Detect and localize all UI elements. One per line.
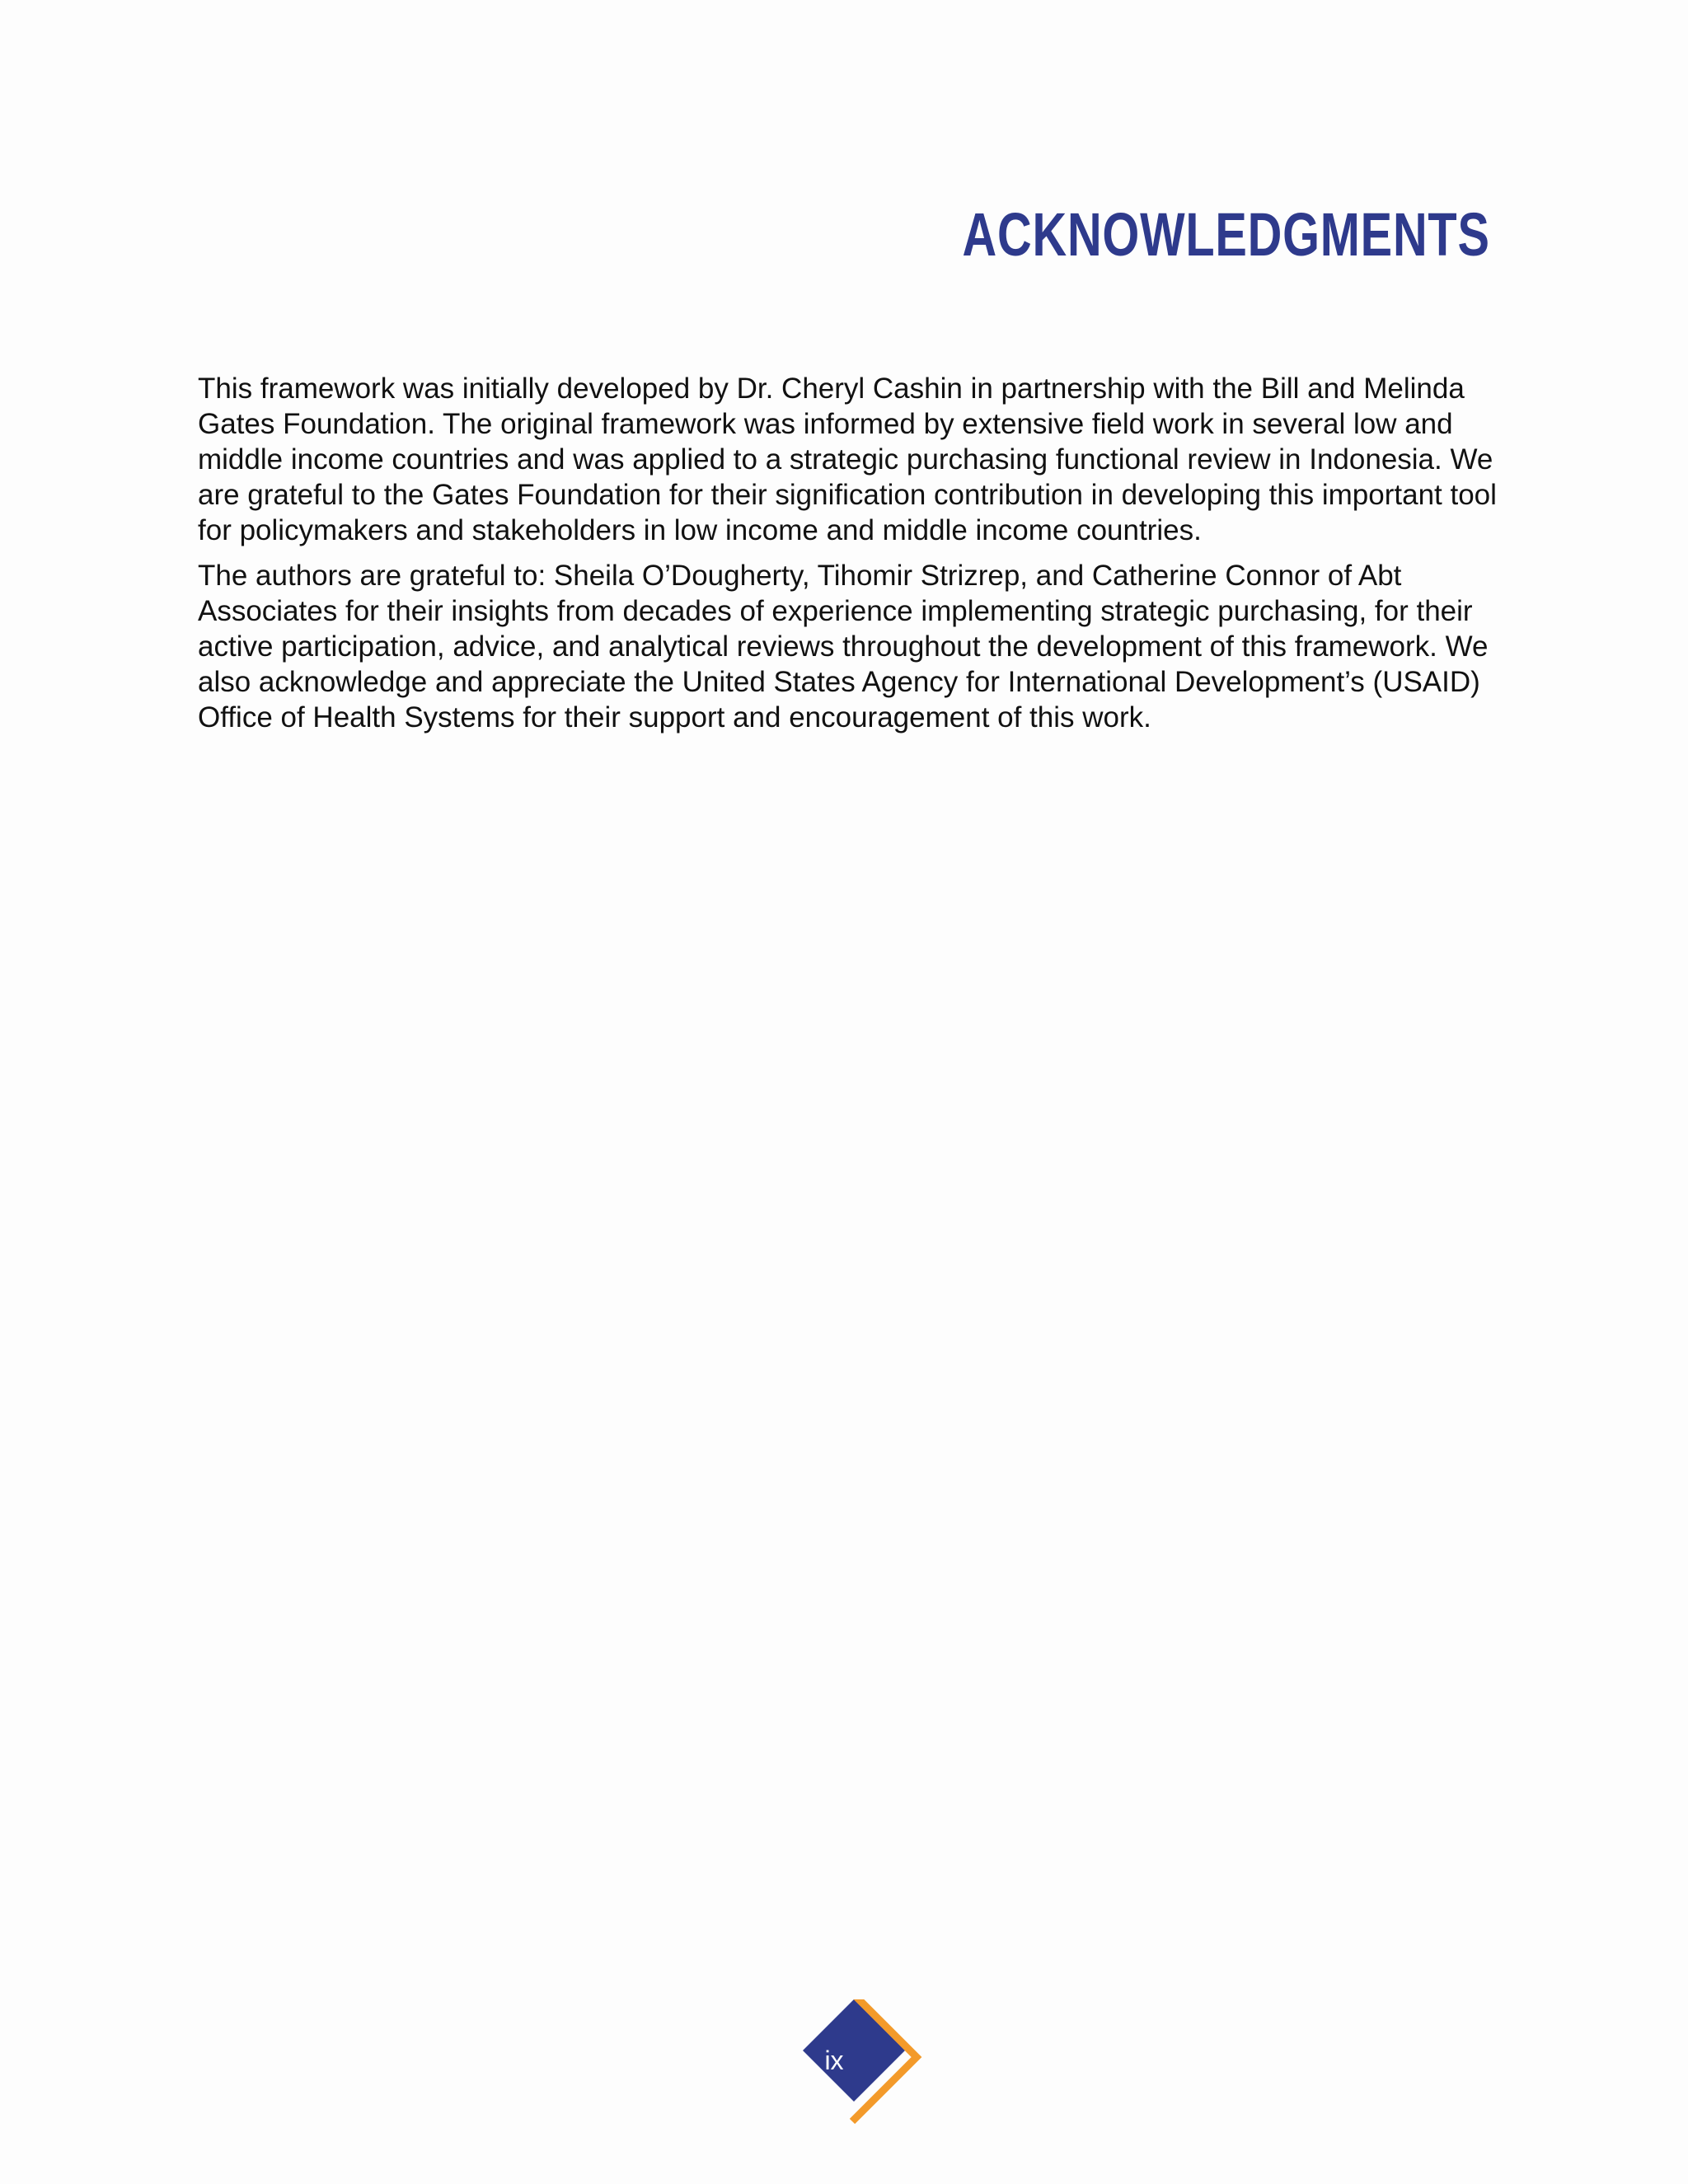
page-number-marker [795,1999,926,2131]
paragraph-1: This framework was initially developed by Dr. Cheryl Cashin in partnership with the Bill and Melinda Gates Foundation. The original framework was informed by extensive field work in several low and middle income countries and was applied to a strategic purchasing functional review in Indonesia. We are grateful to the Gates Foundation for their signification contribution in developing this important tool for policymakers and stakeholders in low income and middle income countries. [198,373,1497,546]
page-number: ix [824,2046,844,2075]
acknowledgments-body [198,371,1500,745]
paragraph-2: The authors are grateful to: Sheila O’Dougherty, Tihomir Strizrep, and Catherine Connor of Abt Associates for their insights from decades of experience implementing strategic purchasing, for their active participation, advice, and analytical reviews throughout the development of this framework. We also acknowledge and appreciate the United States Agency for International Development’s (USAID) Office of Health Systems for their support and encouragement of this work. [198,560,1489,733]
page-title: ACKNOWLEDGMENTS [962,200,1490,269]
